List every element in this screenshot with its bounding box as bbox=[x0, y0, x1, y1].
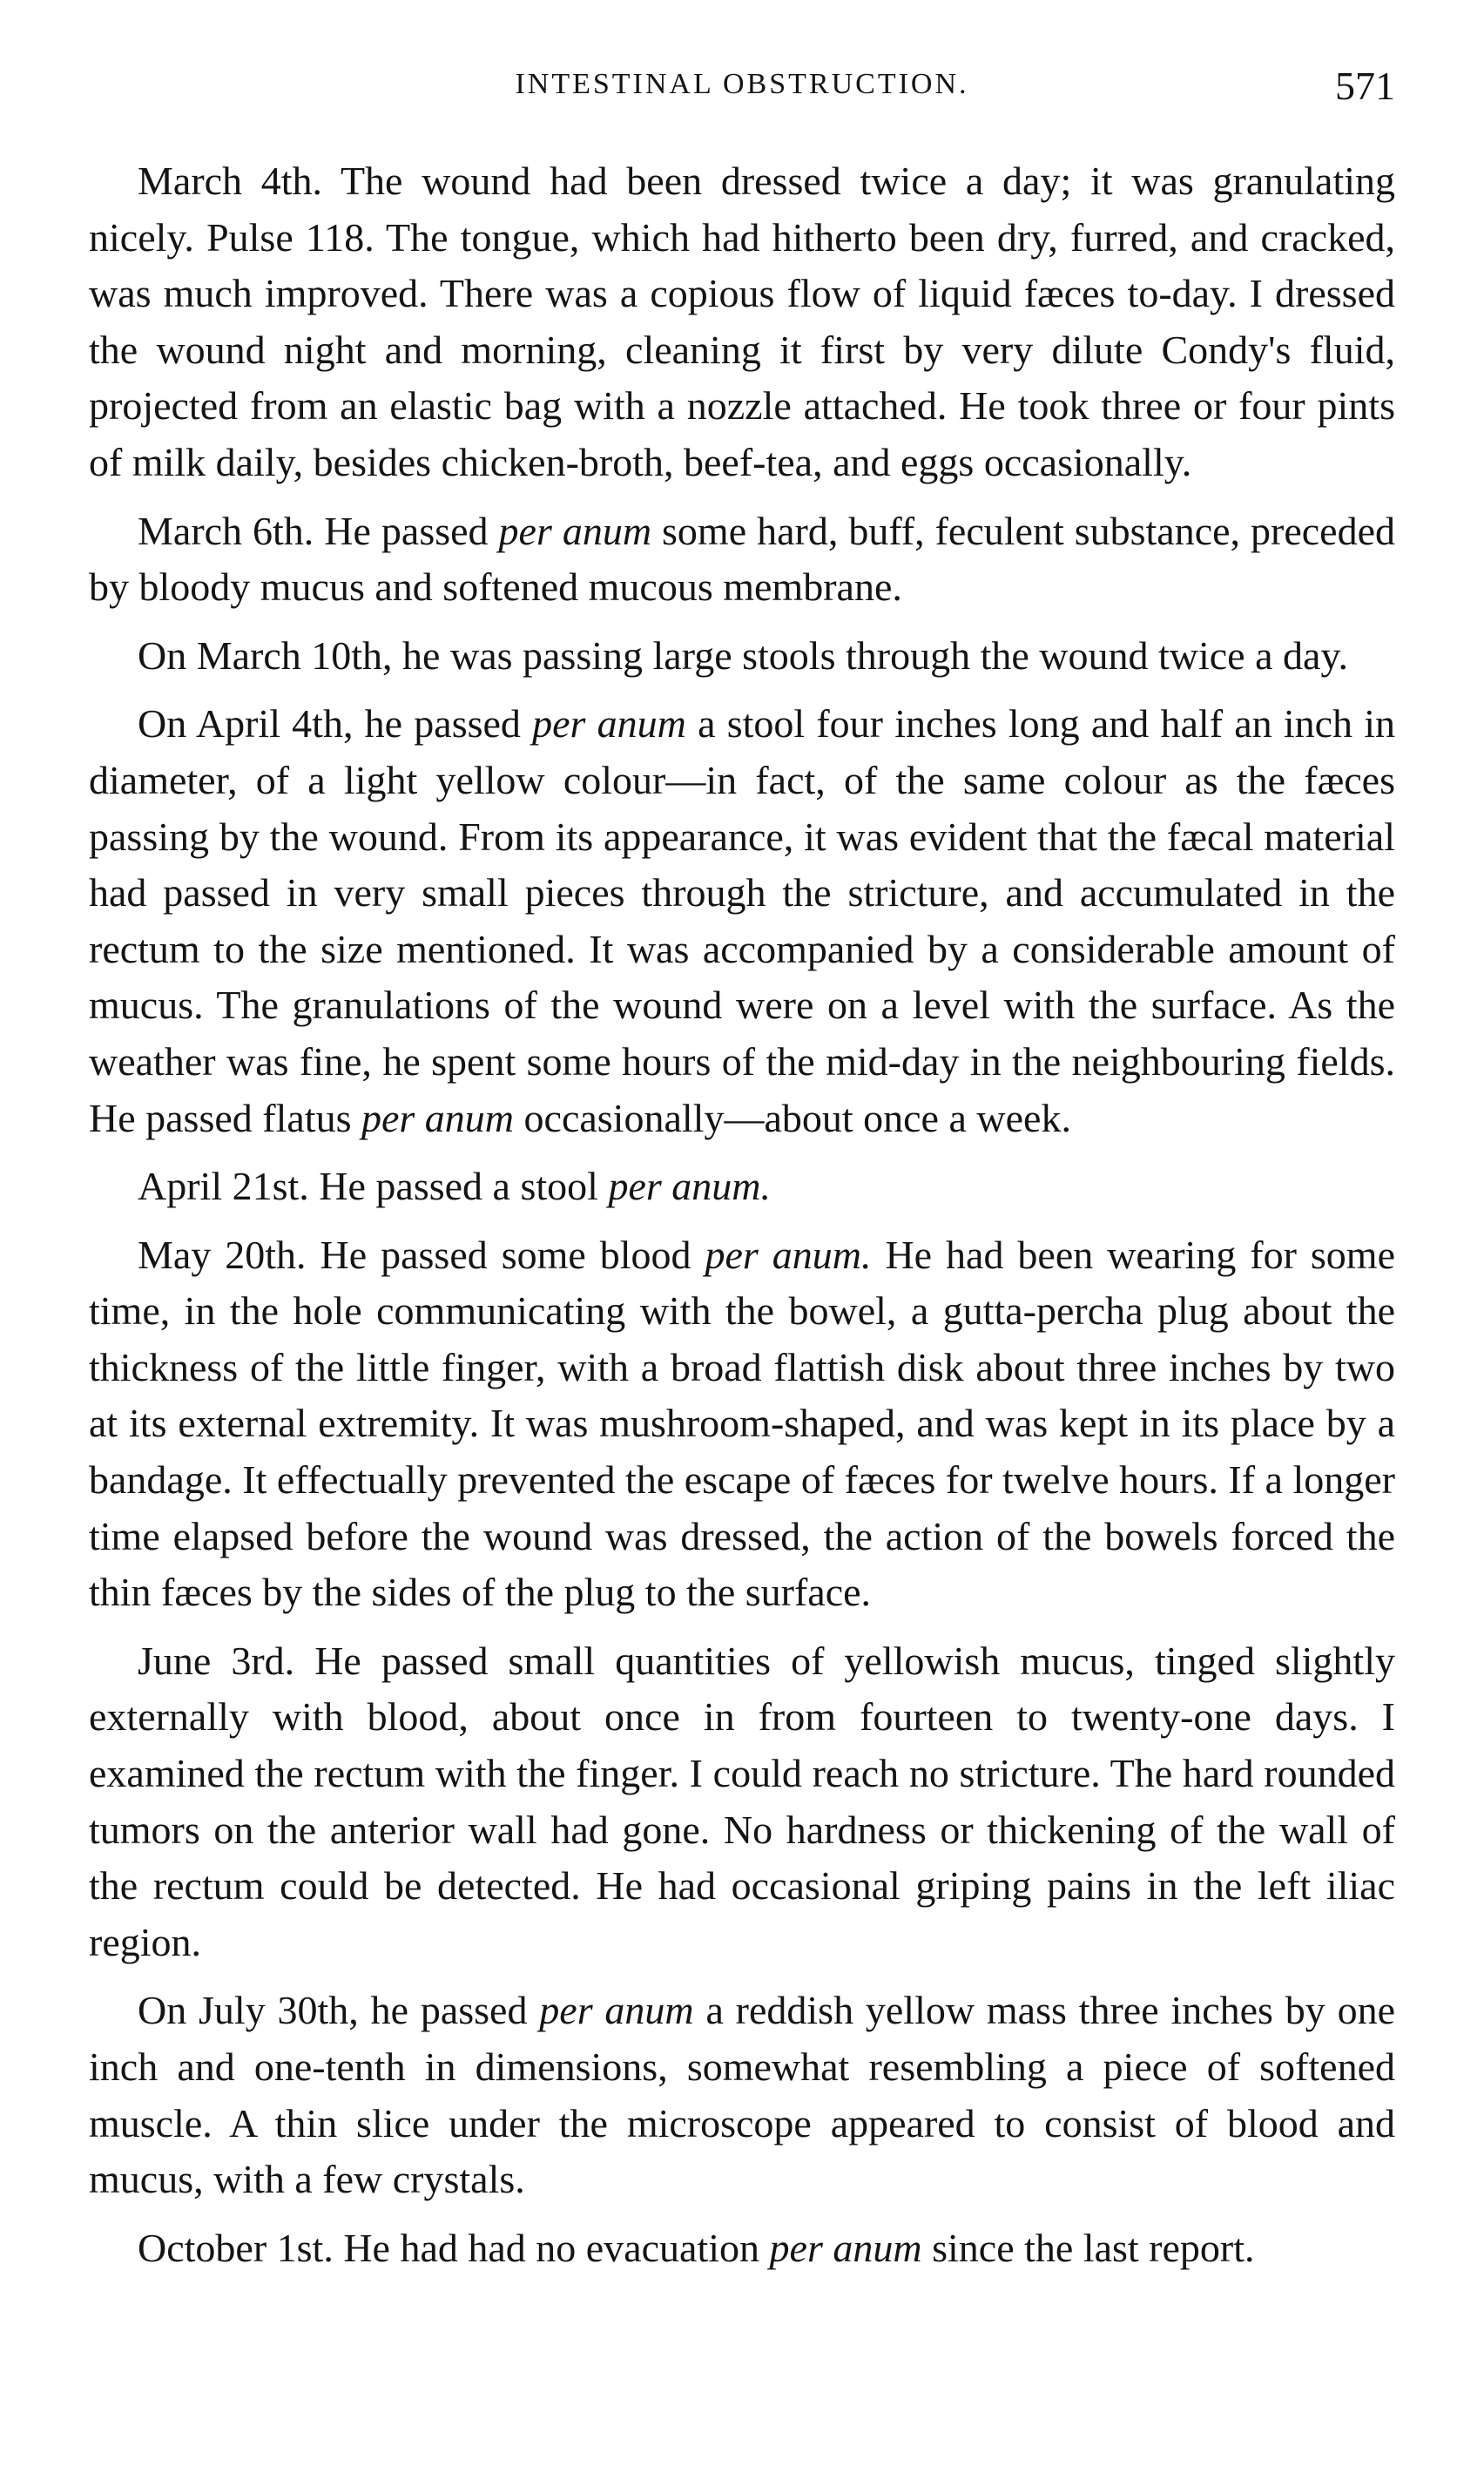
text-run: May 20th. He passed some blood bbox=[138, 1232, 705, 1277]
text-run: April 21st. He passed a stool bbox=[138, 1164, 609, 1209]
paragraph bbox=[89, 696, 1395, 1146]
text-run: since the last report. bbox=[921, 2225, 1255, 2270]
italic-run: per anum bbox=[769, 2225, 922, 2270]
italic-run: per anum bbox=[498, 508, 652, 553]
paragraph bbox=[89, 1159, 1395, 1215]
paragraph bbox=[89, 2220, 1395, 2277]
text-run: October 1st. He had had no evacuation bbox=[138, 2225, 770, 2270]
text-run: occasionally—about once a week. bbox=[514, 1095, 1071, 1140]
text-run: a reddish yellow mass three inches by one inch and one-tenth in dimensions, somewhat resembling a piece of softened muscle. A thin slice under the microscope appeared to consist of blood and mucus, with a few crystals. bbox=[89, 1988, 1395, 2202]
text-run: On July 30th, he passed bbox=[138, 1988, 540, 2033]
text-run: March 6th. He passed bbox=[138, 508, 499, 553]
page-number: 571 bbox=[1335, 64, 1395, 108]
running-head bbox=[89, 64, 1395, 120]
paragraph bbox=[89, 503, 1395, 616]
italic-run: per anum. bbox=[705, 1232, 872, 1277]
paragraph bbox=[89, 628, 1395, 685]
text-run: He had been wearing for some time, in the hole communicating with the bowel, a gutta-percha plug about the thickness of the little finger, with a broad flattish disk about three inches by two at its external extremity. It was mushroom-shaped, and was kept in its place by a bandage. It effectually prevented the escape of fæces for twelve hours. If a longer time elapsed before the wound was dressed, the action of the bowels forced the thin fæces by the sides of the plug to the surface. bbox=[89, 1232, 1395, 1615]
paragraph bbox=[89, 153, 1395, 491]
paragraph bbox=[89, 1983, 1395, 2207]
text-run: March 4th. The wound had been dressed twice a day; it was granulating nicely. Pulse 118. The tongue, which had hitherto been dry, furred, and cracked, was much improved. There was a copious flow of liquid fæces to-day. I dressed the wound night and morning, cleaning it first by very dilute Condy's fluid, projected from an elastic bag with a nozzle attached. He took three or four pints of milk daily, besides chicken-broth, beef-tea, and eggs occasionally. bbox=[89, 159, 1395, 484]
text-run: some hard, buff, feculent substance, preceded by bloody mucus and softened mucous membrane. bbox=[89, 508, 1396, 610]
italic-run: per anum. bbox=[608, 1164, 771, 1209]
italic-run: per anum bbox=[361, 1095, 515, 1140]
text-run: On April 4th, he passed bbox=[138, 701, 533, 747]
paragraph bbox=[89, 1227, 1395, 1621]
body-text bbox=[89, 153, 1395, 2288]
italic-run: per anum bbox=[532, 701, 686, 747]
italic-run: per anum bbox=[539, 1988, 694, 2033]
running-title: INTESTINAL OBSTRUCTION. bbox=[515, 68, 969, 100]
text-run: June 3rd. He passed small quantities of yellowish mucus, tinged slightly externally with blood, about once in from fourteen to twenty-one days. I examined the rectum with the finger. I could reach no stricture. The hard rounded tumors on the anterior wall had gone. No hardness or thickening of the wall of the rectum could be detected. He had occasional griping pains in the left iliac region. bbox=[89, 1638, 1395, 1964]
text-run: a stool four inches long and half an inch in diameter, of a light yellow colour—in fact, of the same colour as the fæces passing by the wound. From its appearance, it was evident that the fæcal material had passed in very small pieces through the stricture, and accumulated in the rectum to the size mentioned. It was accompanied by a considerable amount of mucus. The granulations of the wound were on a level with the surface. As the weather was fine, he spent some hours of the mid-day in the neighbouring fields. He passed flatus bbox=[89, 701, 1396, 1140]
text-run: On March 10th, he was passing large stools through the wound twice a day. bbox=[138, 632, 1348, 678]
paragraph bbox=[89, 1633, 1395, 1971]
